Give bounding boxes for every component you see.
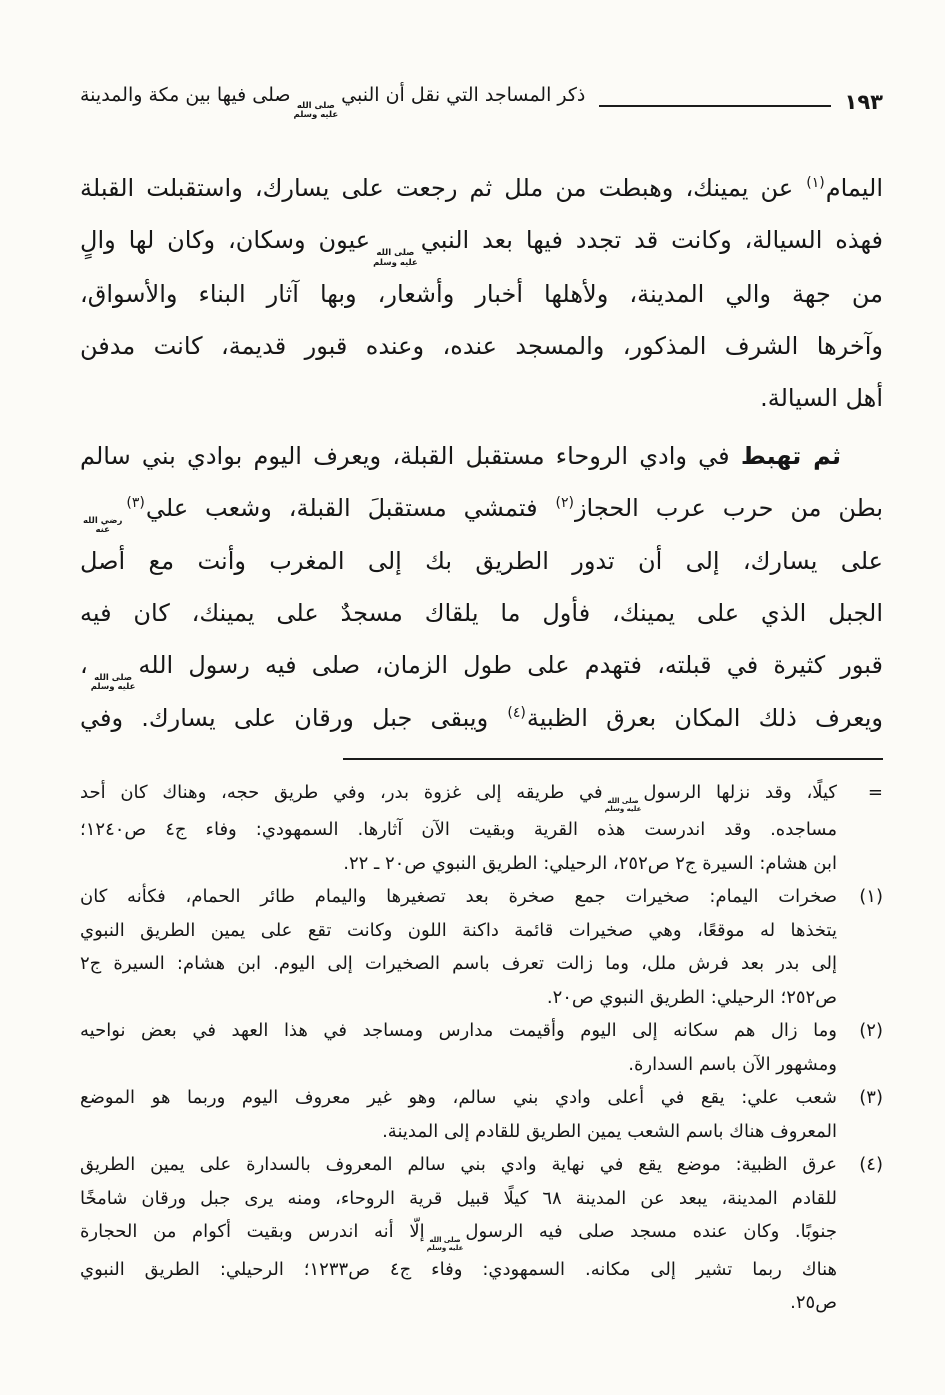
footnote-marker: (١) — [859, 886, 883, 908]
footnote-ref: (٤) — [507, 705, 526, 722]
footnote-ref: (١) — [806, 175, 825, 192]
text-run: من جهة والي المدينة، ولأهلها أخبار وأشعار، وبها آثار البناء والأسواق، — [80, 279, 883, 308]
text-run: مساجده. وقد اندرست هذه القرية وبقيت الآن آثارها. السمهودي: وفاء ج٤ ص١٢٤٠؛ — [80, 819, 837, 841]
text-line — [80, 1115, 837, 1149]
bold-lead-text: ثم تهبط — [740, 441, 841, 470]
text-run: ذكر المساجد التي نقل أن النبي — [341, 84, 586, 106]
text-line — [80, 587, 883, 639]
footnotes-section — [80, 776, 883, 1319]
text-run: هناك ربما تشير إلى مكانه. السمهودي: وفاء ج٤ ص١٢٣٣؛ الرحيلي: الطريق النبوي — [80, 1258, 837, 1280]
text-run: في وادي الروحاء مستقبل القبلة، ويعرف اليوم بوادي بني سالم — [80, 441, 741, 470]
text-line — [80, 692, 883, 744]
footnote-text — [80, 1014, 837, 1081]
text-line — [80, 372, 883, 424]
text-line — [80, 981, 837, 1015]
honorific-line: صلى الله — [429, 1236, 461, 1245]
text-run: المعروف هناك باسم الشعب يمين الطريق للقادم إلى المدينة. — [382, 1120, 837, 1142]
text-run: ومشهور الآن باسم السدارة. — [628, 1053, 837, 1075]
text-run: ص٢٥٢؛ الرحيلي: الطريق النبوي ص٢٠. — [546, 986, 837, 1008]
text-run: كيلًا، وقد نزلها الرسول — [643, 782, 837, 804]
text-run: إلى بدر بعد فرش ملل، وما زالت تعرف باسم الصخيرات إلى اليوم. ابن هشام: السيرة ج٢ — [80, 953, 837, 975]
footnote — [80, 880, 883, 1014]
text-line — [80, 162, 883, 214]
text-run: عيون وسكان، وكان لها والٍ — [80, 226, 371, 255]
honorific-emblem — [91, 674, 136, 692]
honorific-line: عنه — [95, 524, 110, 535]
text-line — [80, 813, 837, 847]
footnote-text — [80, 880, 837, 1014]
footnote-separator-rule — [343, 758, 883, 760]
footnote-ref: (٢) — [555, 494, 574, 511]
text-line — [80, 1148, 837, 1182]
header-rule — [599, 105, 830, 107]
text-line — [80, 1253, 837, 1287]
text-line — [80, 947, 837, 981]
text-run: الجبل الذي على يمينك، فأول ما يلقاك مسجدٌ على يمينك، كان فيه — [80, 599, 883, 628]
text-line — [80, 776, 837, 813]
text-run: وآخرها الشرف المذكور، والمسجد عنده، وعنده قبور قديمة، كانت مدفن — [80, 331, 883, 360]
text-run: يتخذها له موقعًا، وهي صخيرات قائمة داكنة اللون وكانت تقع على يمين الطريق النبوي — [80, 919, 837, 941]
footnote-text — [80, 1081, 837, 1148]
footnote-marker: = — [867, 782, 883, 804]
footnote-marker: (٣) — [859, 1087, 883, 1109]
paragraph — [80, 430, 883, 745]
footnote-ref: (٣) — [126, 494, 145, 511]
text-run: عن يمينك، وهبطت من ملل ثم رجعت على يسارك، واستقبلت القبلة — [80, 174, 806, 203]
honorific-line: عليه وسلم — [90, 682, 136, 693]
text-run: ويبقى جبل ورقان على يسارك. وفي — [80, 704, 507, 733]
text-line — [80, 1182, 837, 1216]
text-run: شعب علي: يقع في أعلى وادي بني سالم، وهو غير معروف اليوم وربما هو الموضع — [80, 1087, 837, 1109]
text-run: فهذه السيالة، وكانت قد تجدد فيها بعد النبي — [420, 226, 884, 255]
running-head-title — [80, 84, 585, 120]
footnote-text — [80, 776, 837, 880]
honorific-line: عليه وسلم — [426, 1244, 464, 1253]
text-run: قبور كثيرة في قبلته، فتهدم على طول الزمان، صلى فيه رسول الله — [138, 651, 883, 680]
honorific-emblem — [605, 798, 642, 813]
main-text — [80, 162, 883, 744]
text-line — [80, 1014, 837, 1048]
text-line — [80, 639, 883, 692]
honorific-line: عليه وسلم — [293, 110, 339, 121]
honorific-line: رضي الله — [83, 515, 123, 526]
footnote — [80, 1081, 883, 1148]
text-run: ، — [80, 651, 88, 680]
text-line — [80, 535, 883, 587]
text-run: ابن هشام: السيرة ج٢ ص٢٥٢، الرحيلي: الطريق النبوي ص٢٠ ـ ٢٢. — [343, 852, 837, 874]
text-run: صخرات اليمام: صخيرات جمع صخرة بعد تصغيرها واليمام طائر الحمام، فكأنه كان — [80, 886, 837, 908]
text-line — [80, 847, 837, 881]
honorific-emblem — [294, 102, 339, 120]
text-run: وما زال هم سكانه إلى اليوم وأقيمت مدارس ومساجد في هذا العهد في بعض نواحيه — [80, 1020, 837, 1042]
page-header — [80, 84, 883, 120]
text-run: ويعرف ذلك المكان بعرق الظبية — [526, 704, 884, 733]
text-line — [80, 1048, 837, 1082]
honorific-line: عليه وسلم — [373, 257, 418, 268]
text-run: ص٢٥. — [790, 1292, 837, 1314]
text-run: بطن من حرب عرب الحجاز — [574, 493, 884, 522]
text-line — [80, 914, 837, 948]
text-line — [80, 1286, 837, 1320]
honorific-emblem — [427, 1237, 464, 1252]
text-line — [80, 1215, 837, 1252]
text-run: على يسارك، إلى أن تدور الطريق بك إلى المغرب وأنت مع أصل — [80, 547, 883, 576]
text-run: للقادم المدينة، يبعد عن المدينة ٦٨ كيلًا قبيل قرية الروحاء، ومنه يرى جبل ورقان شامخًا — [80, 1187, 837, 1209]
text-line — [80, 430, 883, 482]
text-line — [80, 880, 837, 914]
footnote — [80, 1014, 883, 1081]
text-line — [80, 320, 883, 372]
honorific-line: صلى الله — [607, 797, 639, 806]
honorific-emblem — [83, 517, 122, 535]
text-run: جنوبًا. وكان عنده مسجد صلى فيه الرسول — [465, 1221, 837, 1243]
text-line — [80, 268, 883, 320]
text-run: عرق الظبية: موضع يقع في نهاية وادي بني سالم المعروف بالسدارة على يمين الطريق — [80, 1154, 837, 1176]
text-run: أهل السيالة. — [760, 383, 883, 412]
honorific-line: صلى الله — [296, 101, 335, 111]
text-run: إلّا أنه اندرس وبقيت أكوام من الحجارة — [80, 1221, 425, 1243]
honorific-emblem — [373, 249, 418, 267]
page-number: ١٩٣ — [844, 90, 883, 115]
footnote-marker: (٢) — [859, 1020, 883, 1042]
text-line — [80, 482, 883, 535]
text-run: صلى فيها بين مكة والمدينة — [80, 84, 291, 106]
footnote — [80, 776, 883, 880]
honorific-line: صلى الله — [94, 673, 133, 684]
footnote — [80, 1148, 883, 1319]
text-line — [80, 1081, 837, 1115]
text-run: في طريقه إلى غزوة بدر، وفي طريق حجه، وهناك كان أحد — [80, 782, 603, 804]
text-run: فتمشي مستقبلَ القبلة، وشعب علي — [145, 493, 555, 522]
text-run: اليمام — [825, 174, 883, 203]
honorific-line: عليه وسلم — [604, 804, 642, 813]
paragraph — [80, 162, 883, 423]
footnote-text — [80, 1148, 837, 1319]
text-line — [80, 214, 883, 267]
honorific-line: صلى الله — [376, 248, 415, 259]
footnote-marker: (٤) — [859, 1154, 883, 1176]
